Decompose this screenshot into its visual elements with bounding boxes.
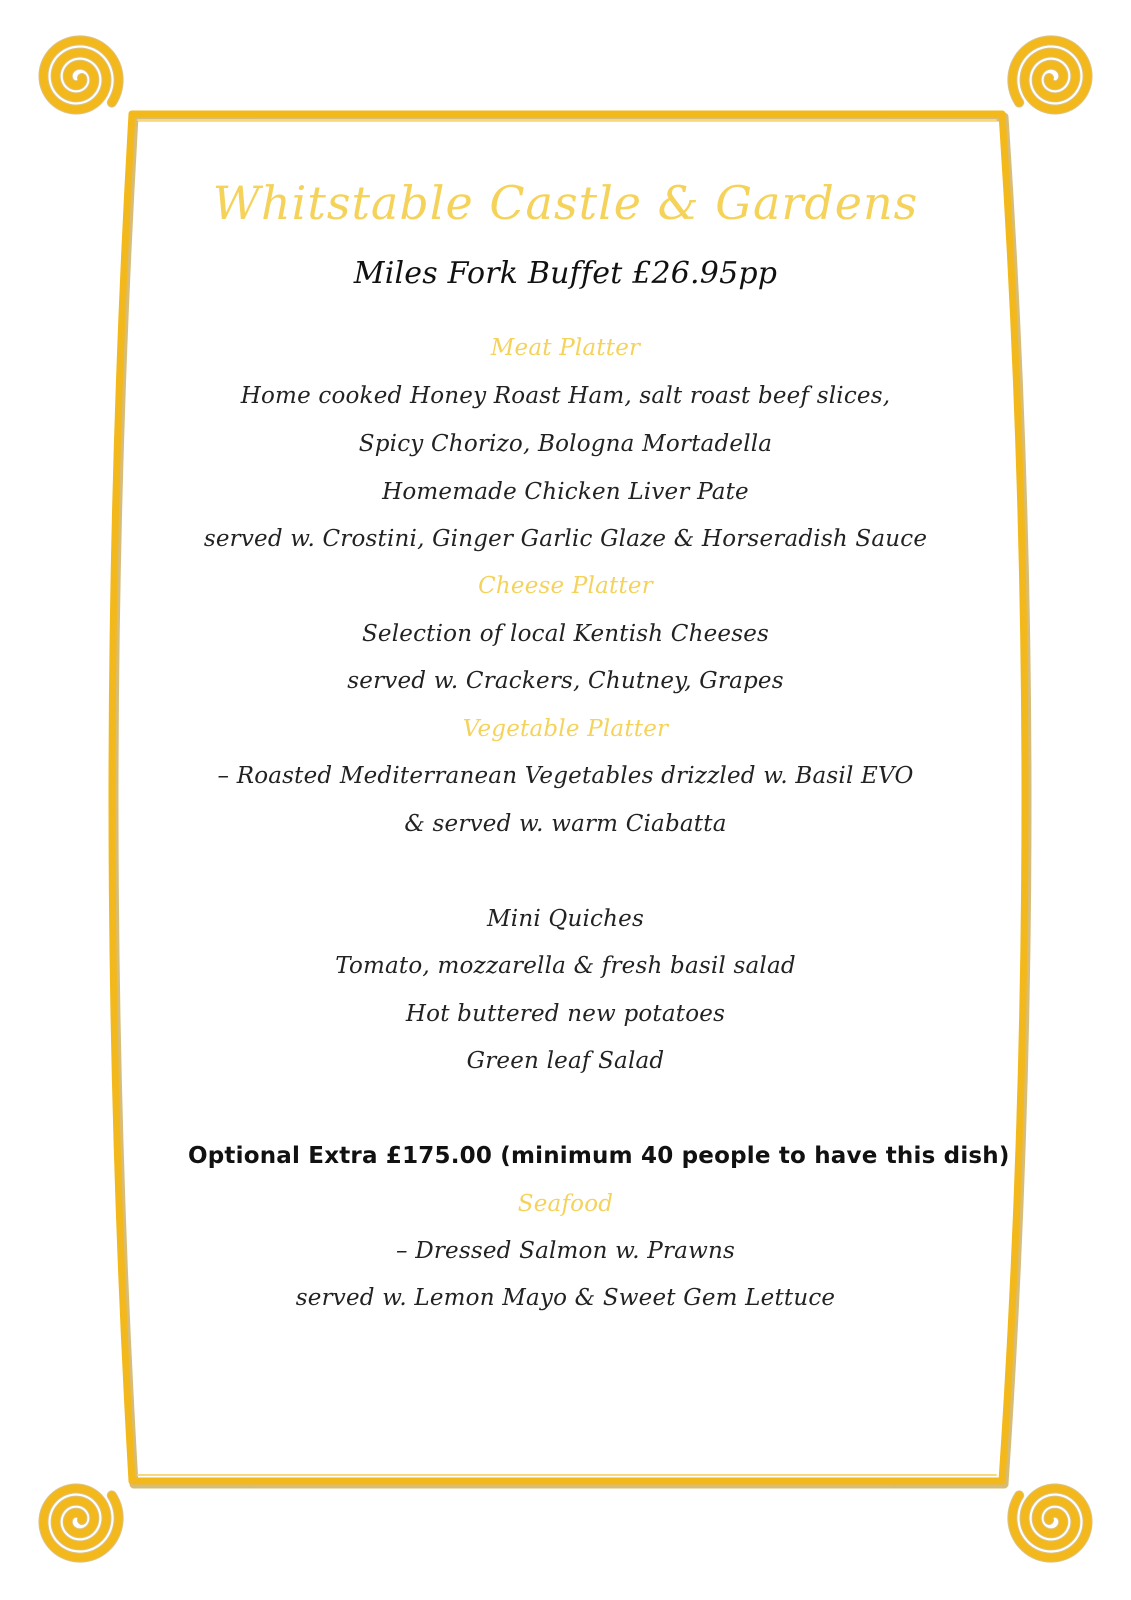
- seafood-line: served w. Lemon Mayo & Sweet Gem Lettuce: [295, 1285, 836, 1311]
- section-heading-seafood: Seafood: [517, 1191, 614, 1217]
- spiral-ornament-icon: [43, 1489, 118, 1558]
- menu-subtitle: Miles Fork Buffet £26.95pp: [353, 256, 778, 291]
- meat-line: Spicy Chorizo, Bologna Mortadella: [358, 431, 773, 457]
- vegetable-line: – Roasted Mediterranean Vegetables drizzled w. Basil EVO: [217, 763, 914, 789]
- meat-line: Home cooked Honey Roast Ham, salt roast beef slices,: [240, 383, 891, 409]
- vegetable-line: & served w. warm Ciabatta: [404, 811, 727, 837]
- seafood-line: – Dressed Salmon w. Prawns: [396, 1238, 735, 1264]
- spiral-ornament-icon: [43, 40, 118, 109]
- frame-border: [112, 114, 1025, 1481]
- side-item: Green leaf Salad: [466, 1048, 665, 1074]
- spiral-ornament-icon: [1012, 40, 1087, 109]
- section-heading-vegetable: Vegetable Platter: [462, 716, 669, 742]
- optional-extra: Optional Extra £175.00 (minimum 40 people to have this dish): [188, 1143, 1010, 1169]
- meat-line: Homemade Chicken Liver Pate: [382, 479, 749, 505]
- cheese-line: served w. Crackers, Chutney, Grapes: [347, 668, 784, 694]
- side-item: Tomato, mozzarella & fresh basil salad: [335, 953, 796, 979]
- side-item: Mini Quiches: [487, 906, 644, 932]
- page-title: Whitstable Castle & Gardens: [212, 176, 919, 230]
- section-heading-meat: Meat Platter: [490, 335, 641, 361]
- spiral-ornament-icon: [1012, 1489, 1087, 1558]
- side-item: Hot buttered new potatoes: [405, 1001, 726, 1027]
- section-heading-cheese: Cheese Platter: [478, 573, 653, 599]
- cheese-line: Selection of local Kentish Cheeses: [361, 621, 770, 647]
- meat-line: served w. Crostini, Ginger Garlic Glaze & Horseradish Sauce: [203, 526, 928, 552]
